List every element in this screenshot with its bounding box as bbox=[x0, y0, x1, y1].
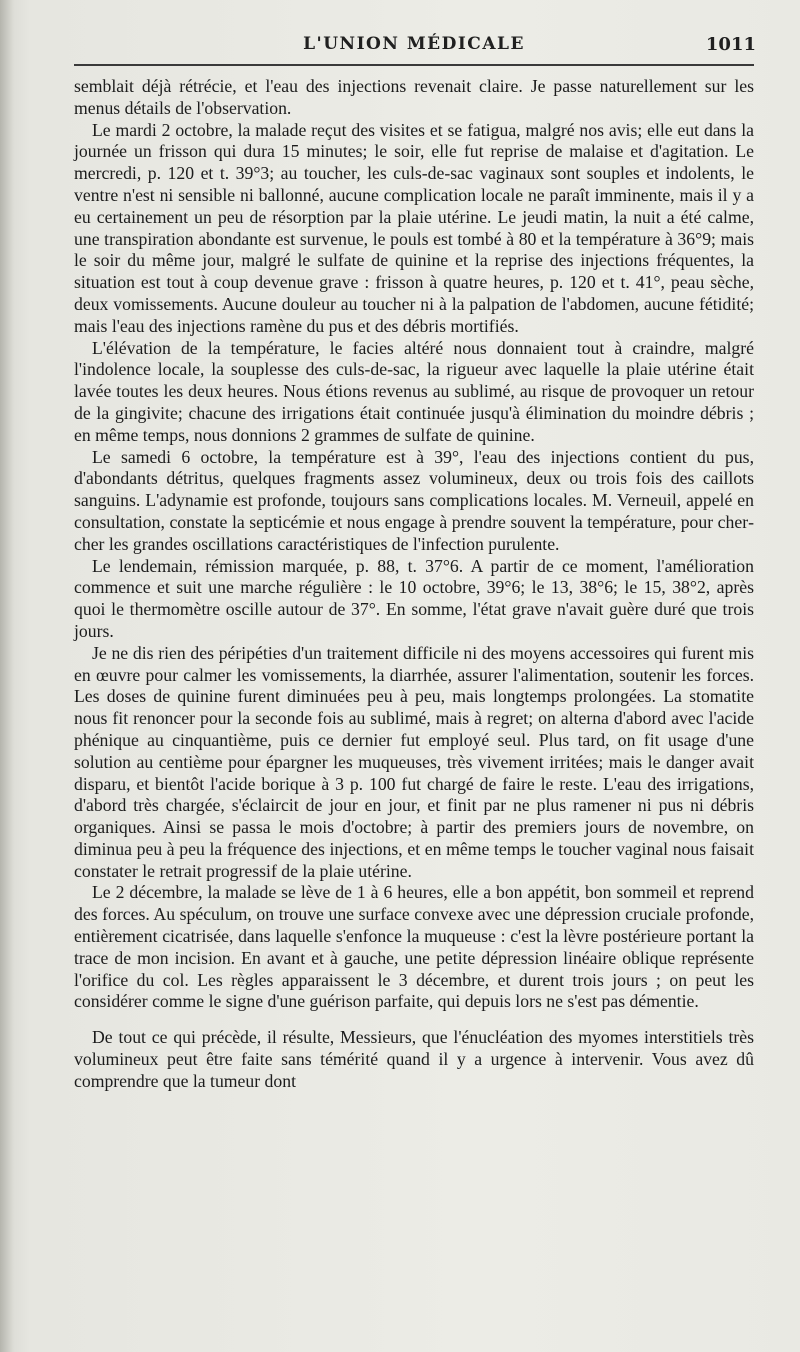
header-rule bbox=[74, 64, 754, 66]
running-header bbox=[74, 34, 754, 64]
paragraph: Le mardi 2 octobre, la malade reçut des visites et se fatigua, malgré nos avis; elle eut dans la journée un frisson qui dura 15 minutes; le soir, elle fut reprise de malaise et d'agitation. Le mercredi, p. 120 et t. 39°3; au toucher, les culs-de-sac vaginaux sont souples et indolents, le ventre n'est ni sensible ni ballonné, aucune complication locale ne paraît imminente, mais il y a eu certainement un peu de résorption par la plaie utérine. Le jeudi matin, la nuit a été calme, une transpiration abondante est survenue, le pouls est tombé à 80 et la température à 36°9; mais le soir du même jour, malgré le sulfate de quinine et la reprise des injections fréquentes, la situation est tout à coup devenue grave : frisson à quatre heures, p. 120 et t. 41°, peau sèche, deux vomissements. Aucune douleur au toucher ni à la palpation de l'abdomen, aucune fétidité; mais l'eau des injections ramène du pus et des débris mortifiés. bbox=[74, 119, 754, 336]
page-number: 1011 bbox=[705, 34, 756, 55]
paragraph: Le samedi 6 octobre, la température est à 39°, l'eau des injections contient du pus, d'abondants détritus, quelques fragments assez volumineux, deux ou trois fois des caillots sanguins. L'adynamie est profonde, toujours sans complications locales. M. Verneuil, appelé en consultation, constate la septicémie et nous engage à prendre souvent la température, pour chercher les grandes oscillations caractéristiques de l'infection purulente. bbox=[74, 446, 754, 554]
journal-title: L'UNION MÉDICALE bbox=[303, 34, 525, 54]
paragraph: semblait déjà rétrécie, et l'eau des injections revenait claire. Je passe naturellement sur les menus détails de l'observation. bbox=[74, 76, 754, 118]
paragraph: Le 2 décembre, la malade se lève de 1 à 6 heures, elle a bon appétit, bon sommeil et reprend des forces. Au spéculum, on trouve une surface convexe avec une dépression cruciale profonde, entièrement cicatrisée, dans laquelle s'enfonce la muqueuse : c'est la lèvre postérieure portant la trace de mon incision. En avant et à gauche, une petite dépression linéaire oblique représente l'orifice du col. Les règles apparaissent le 3 décembre, et durent trois jours ; on peut les considérer comme le signe d'une guérison parfaite, qui depuis lors ne s'est pas démentie. bbox=[74, 882, 754, 1012]
paragraph: Je ne dis rien des péripéties d'un traitement difficile ni des moyens accessoires qui furent mis en œuvre pour calmer les vomissements, la diarrhée, assurer l'alimentation, soutenir les forces. Les doses de quinine furent diminuées peu à peu, mais longtemps prolongées. La stomatite nous fit renoncer pour la seconde fois au sublimé, mais à regret; on alterna d'abord avec l'acide phénique au cinquantième, puis ce dernier fut employé seul. Plus tard, on fit usage d'une solution au centième pour épargner les muqueuses, très vivement irritées; mais le danger avait disparu, et bientôt l'acide borique à 3 p. 100 fut chargé de faire le reste. L'eau des irrigations, d'abord très chargée, s'éclaircit de jour en jour, et finit par ne plus ramener ni pus ni débris organiques. Ainsi se passa le mois d'octobre; à partir des premiers jours de novembre, on diminua peu à peu la fréquence des injections, et en même temps le toucher vaginal nous faisait constater le retrait progressif de la plaie utérine. bbox=[74, 642, 754, 881]
paragraph: Le lendemain, rémission marquée, p. 88, t. 37°6. A partir de ce moment, l'amélioration commence et suit une marche régulière : le 10 octobre, 39°6; le 13, 38°6; le 15, 38°2, après quoi le thermomètre oscille autour de 37°. En somme, l'état grave n'avait guère duré que trois jours. bbox=[74, 555, 754, 641]
paragraph: De tout ce qui précède, il résulte, Messieurs, que l'énucléation des myomes interstitiels très volumineux peut être faite sans témérité quand il y a urgence à intervenir. Vous avez dû comprendre que la tumeur dont bbox=[74, 1027, 754, 1091]
article-body bbox=[74, 76, 754, 1093]
paragraph: L'élévation de la température, le facies altéré nous donnaient tout à craindre, malgré l'indolence locale, la souplesse des culs-de-sac, la rigueur avec laquelle la plaie utérine était lavée toutes les deux heures. Nous étions revenus au sublimé, au risque de provoquer un retour de la gingivite; chacune des irrigations était continuée jusqu'à élimination du moindre débris ; en même temps, nous donnions 2 grammes de sulfate de quinine. bbox=[74, 337, 754, 445]
